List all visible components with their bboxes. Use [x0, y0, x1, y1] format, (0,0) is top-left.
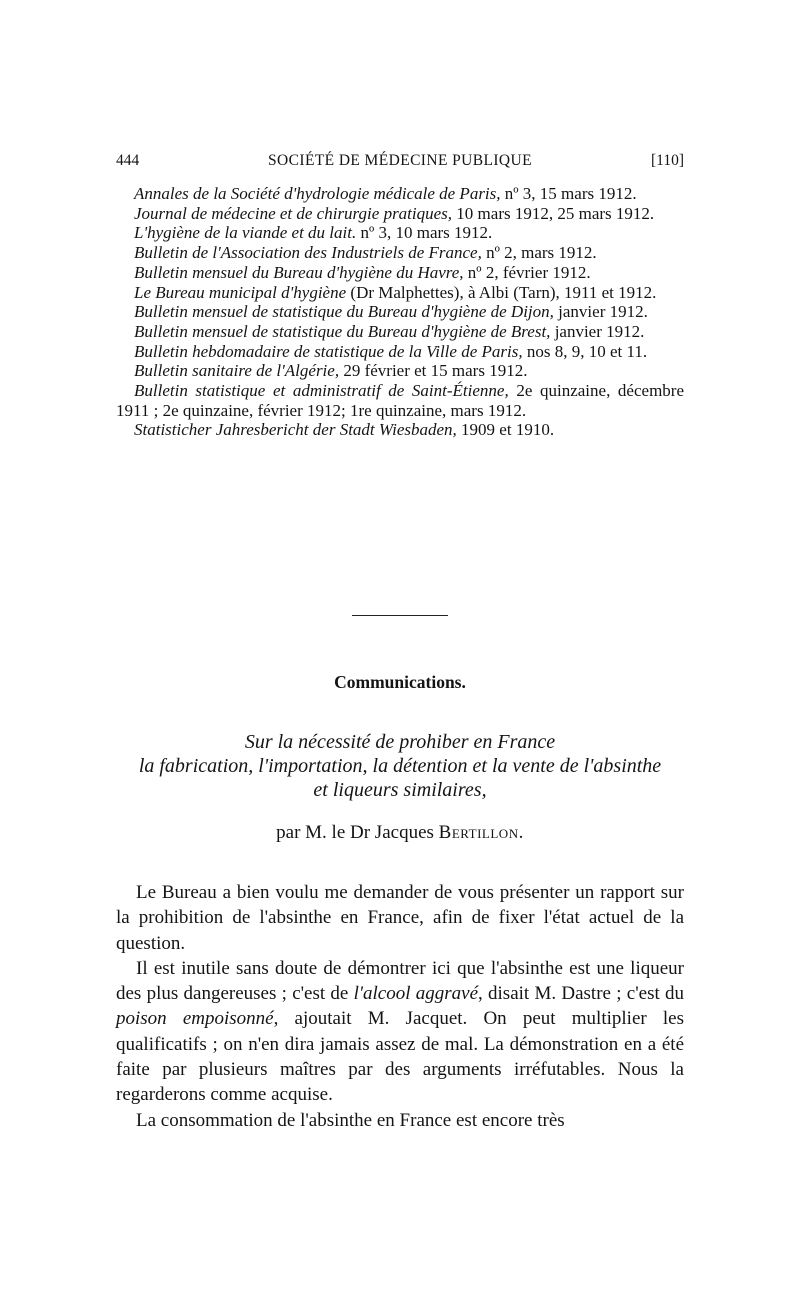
entry-details: 10 mars 1912, 25 mars 1912. [452, 203, 655, 223]
entry-details: (Dr Malphettes), à Albi (Tarn), 1911 et 1912. [346, 282, 657, 302]
bibliography-entry [116, 283, 684, 303]
article-title [116, 730, 684, 802]
entry-title: Statisticher Jahresbericht der Stadt Wiesbaden, [134, 420, 457, 440]
running-title: SOCIÉTÉ DE MÉDECINE PUBLIQUE [268, 152, 532, 169]
entry-title: Bulletin sanitaire de l'Algérie, [134, 361, 340, 381]
body-paragraph: La consommation de l'absinthe en France est encore très [136, 1109, 565, 1131]
bibliography-entry [116, 302, 684, 322]
article-title-line: et liqueurs similaires, [313, 779, 487, 801]
article-body [116, 880, 684, 1133]
article-title-line: Sur la nécessité de prohiber en France [244, 731, 556, 753]
body-paragraph [116, 956, 684, 1108]
page-number: 444 [116, 152, 140, 169]
quoted-phrase: poison empoisonné [116, 1008, 274, 1030]
entry-details: nº 2, février 1912. [463, 262, 591, 282]
bibliography-entry [116, 381, 684, 420]
bibliography-entry [116, 204, 684, 224]
bibliography-entry [116, 361, 684, 381]
entry-details: nº 3, 10 mars 1912. [356, 223, 493, 243]
entry-title: Bulletin mensuel de statistique du Bureau d'hygiène de Brest, [134, 321, 551, 341]
entry-details: nº 2, mars 1912. [481, 243, 597, 263]
entry-details: 29 février et 15 mars 1912. [339, 361, 528, 381]
byline-prefix: par M. le Dr Jacques [276, 822, 439, 843]
bibliography-entry [116, 223, 684, 243]
author-byline [116, 822, 684, 844]
bibliography-list [116, 184, 684, 440]
paragraph-text: , ajoutait M. Jacquet. On peut multiplier les qualificatifs ; on n'en dira jamais assez de mal. La démonstration en a été faite par plusieurs maîtres par des arguments irréfutables. Nous la regarderons comme acquise. [116, 1008, 684, 1106]
paragraph-text: , disait M. Dastre ; c'est du [478, 983, 685, 1005]
bibliography-entry [116, 420, 684, 440]
entry-details: janvier 1912. [550, 321, 645, 341]
bibliography-entry [116, 263, 684, 283]
entry-details: nº 3, 15 mars 1912. [500, 184, 637, 203]
quoted-phrase: l'alcool aggravé [353, 983, 479, 1005]
entry-details: 1909 et 1910. [456, 420, 555, 440]
entry-details: janvier 1912. [553, 302, 648, 322]
body-paragraph: Le Bureau a bien voulu me demander de vous présenter un rapport sur la prohibition de l'absinthe en France, afin de fixer l'état actuel de la question. [116, 882, 684, 954]
entry-title: Annales de la Société d'hydrologie médicale de Paris, [134, 184, 501, 203]
entry-details: 2e quinzaine, décembre 1911 ; 2e quinzaine, février 1912; 1re quinzaine, mars 1912. [116, 381, 684, 420]
folio-number: [110] [651, 152, 684, 169]
section-divider [352, 615, 448, 616]
bibliography-entry [116, 342, 684, 362]
entry-title: Bulletin statistique et administratif de Saint-Étienne, [134, 381, 509, 401]
entry-title: Le Bureau municipal d'hygiène [134, 282, 347, 302]
bibliography-entry [116, 184, 684, 204]
article-title-line: la fabrication, l'importation, la détention et la vente de l'absinthe [138, 755, 662, 777]
section-title: Communications. [334, 672, 466, 692]
entry-title: Bulletin mensuel du Bureau d'hygiène du Havre, [134, 262, 464, 282]
entry-title: Bulletin de l'Association des Industriels de France, [134, 243, 482, 263]
entry-title: Journal de médecine et de chirurgie pratiques, [134, 203, 453, 223]
paragraph-text: Il est inutile sans doute de démontrer ici que l'absinthe est une liqueur des plus dangereuses ; c'est de [116, 957, 684, 1005]
author-surname: Bertillon. [438, 822, 524, 843]
entry-details: nos 8, 9, 10 et 11. [522, 341, 648, 361]
bibliography-entry [116, 243, 684, 263]
entry-title: Bulletin hebdomadaire de statistique de la Ville de Paris, [134, 341, 523, 361]
entry-title: Bulletin mensuel de statistique du Bureau d'hygiène de Dijon, [134, 302, 554, 322]
bibliography-entry [116, 322, 684, 342]
entry-title: L'hygiène de la viande et du lait. [134, 223, 357, 243]
page-header [116, 152, 684, 176]
